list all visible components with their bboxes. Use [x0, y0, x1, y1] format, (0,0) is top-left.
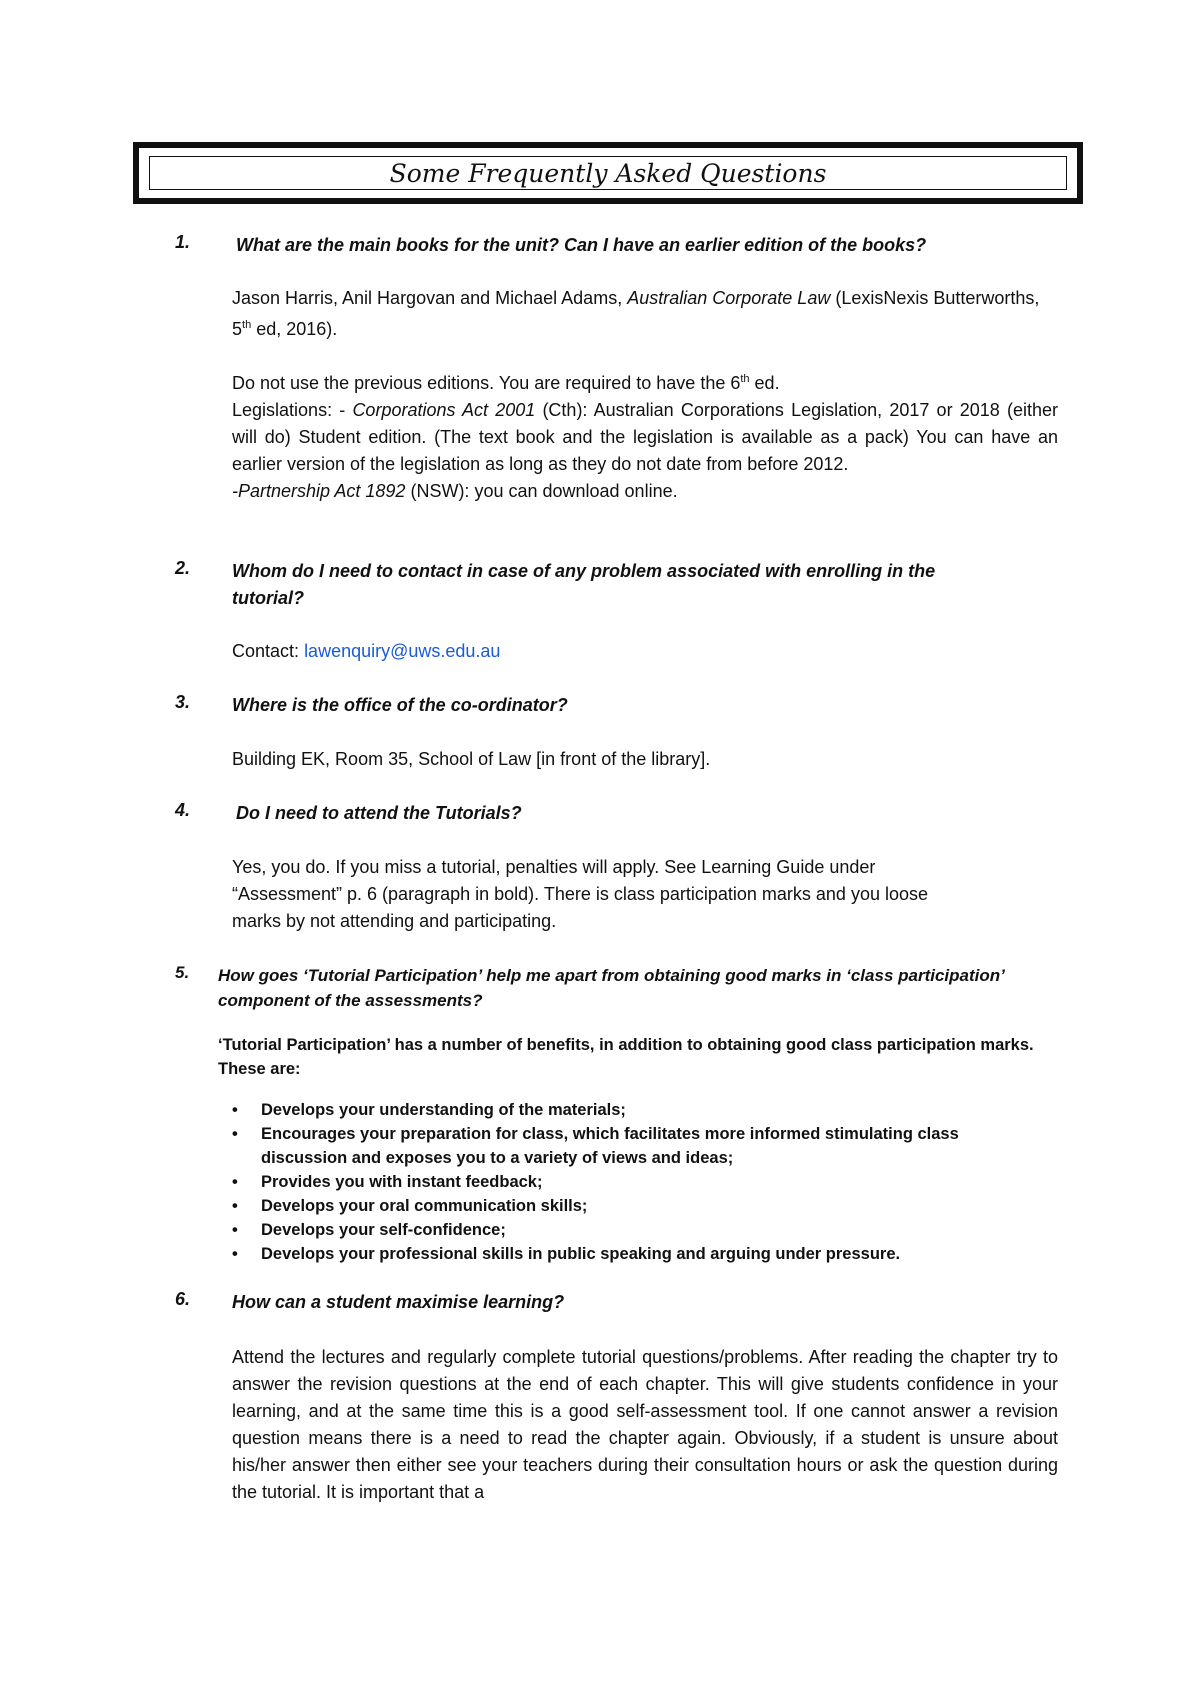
bullet-icon: • — [232, 1125, 238, 1143]
list-item: • Develops your understanding of the materials; — [218, 1098, 1038, 1122]
list-item: • Provides you with instant feedback; — [218, 1170, 1038, 1194]
title-box — [133, 142, 1083, 204]
legis-prefix: Legislations: - — [232, 400, 346, 420]
edition-sup: th — [740, 373, 750, 385]
benefits-list — [218, 1098, 1038, 1266]
partnership-line — [232, 478, 1058, 505]
contact-email-link[interactable]: lawenquiry@uws.edu.au — [304, 641, 501, 661]
edition-note: Do not use the previous editions. You are required to have the 6 — [232, 373, 741, 393]
bullet-icon: • — [232, 1245, 238, 1263]
question-text: How can a student maximise learning? — [232, 1292, 565, 1312]
question-number: 5. — [175, 963, 190, 982]
question-number: 6. — [175, 1289, 191, 1309]
q4-answer-line: “Assessment” p. 6 (paragraph in bold). There is class participation marks and you loose — [232, 884, 928, 904]
bullet-icon: • — [232, 1221, 238, 1239]
edition-note-line — [232, 366, 1058, 397]
edition-end: ed. — [749, 373, 780, 393]
question-number: 4. — [175, 800, 191, 820]
q6-answer: Attend the lectures and regularly complete tutorial questions/problems. After reading the chapter try to answer the revision questions at the end of each chapter. This will give students confidence in your learning, and at the same time this is a good self-assessment tool. If one cannot answer a revision question means there is a need to read the chapter again. Obviously, if a student is unsure about his/her answer then either see your teachers during their consultation hours or ask the question during the tutorial. It is important that a — [232, 1347, 1058, 1502]
question-number: 1. — [175, 232, 191, 252]
list-item: • Develops your oral communication skills; — [218, 1194, 1038, 1218]
q1-answer — [232, 366, 1058, 505]
legis-rest: (Cth): Australian Corporations Legislation, 2017 or 2018 (either will do) Student edition. (The text book and the legislation is available as a pack) You can have an earlier version of the legislation as long as they do not date from before 2012. — [232, 400, 1058, 474]
question-text: How goes ‘Tutorial Participation’ help me apart from obtaining good marks in ‘class participation’ component of the assessments? — [218, 966, 1005, 1010]
list-item: • Develops your professional skills in public speaking and arguing under pressure. — [218, 1242, 1038, 1266]
bullet-icon: • — [232, 1173, 238, 1191]
bullet-icon: • — [232, 1197, 238, 1215]
bullet-icon: • — [232, 1101, 238, 1119]
contact-label: Contact: — [232, 641, 300, 661]
title-inner-frame — [149, 156, 1067, 190]
q4-answer — [232, 854, 1058, 935]
list-item: • Encourages your preparation for class, which facilitates more informed stimulating class discussion and exposes you to a variety of views and ideas; — [218, 1122, 1038, 1170]
partnership-act: -Partnership Act 1892 — [232, 481, 406, 501]
book-edition-sup: th — [242, 319, 252, 331]
q5-intro: ‘Tutorial Participation’ has a number of benefits, in addition to obtaining good class participation marks. These are: — [218, 1036, 1034, 1078]
q3-answer: Building EK, Room 35, School of Law [in front of the library]. — [232, 749, 711, 769]
q2-answer — [232, 638, 1058, 665]
book-publisher: (LexisNexis Butterworths, 5 — [232, 288, 1040, 339]
partnership-rest: (NSW): you can download online. — [410, 481, 678, 501]
page-title: Some Frequently Asked Questions — [389, 158, 827, 188]
list-item: • Develops your self-confidence; — [218, 1218, 1038, 1242]
book-authors: Jason Harris, Anil Hargovan and Michael Adams, — [232, 288, 623, 308]
book-end: ed, 2016). — [251, 319, 338, 339]
question-text: Whom do I need to contact in case of any problem associated with enrolling in the tutorial? — [232, 561, 936, 608]
question-text: Do I need to attend the Tutorials? — [236, 803, 522, 823]
legis-act: Corporations Act 2001 — [352, 400, 536, 420]
question-text: What are the main books for the unit? Can I have an earlier edition of the books? — [236, 235, 927, 255]
q4-answer-line: Yes, you do. If you miss a tutorial, penalties will apply. See Learning Guide under — [232, 857, 876, 877]
question-number: 2. — [175, 558, 191, 578]
book-title: Australian Corporate Law — [627, 288, 831, 308]
question-number: 3. — [175, 692, 191, 712]
q4-answer-line: marks by not attending and participating. — [232, 911, 557, 931]
question-text: Where is the office of the co-ordinator? — [232, 695, 568, 715]
legislation-paragraph — [232, 397, 1058, 478]
q1-book-reference — [232, 285, 1058, 343]
